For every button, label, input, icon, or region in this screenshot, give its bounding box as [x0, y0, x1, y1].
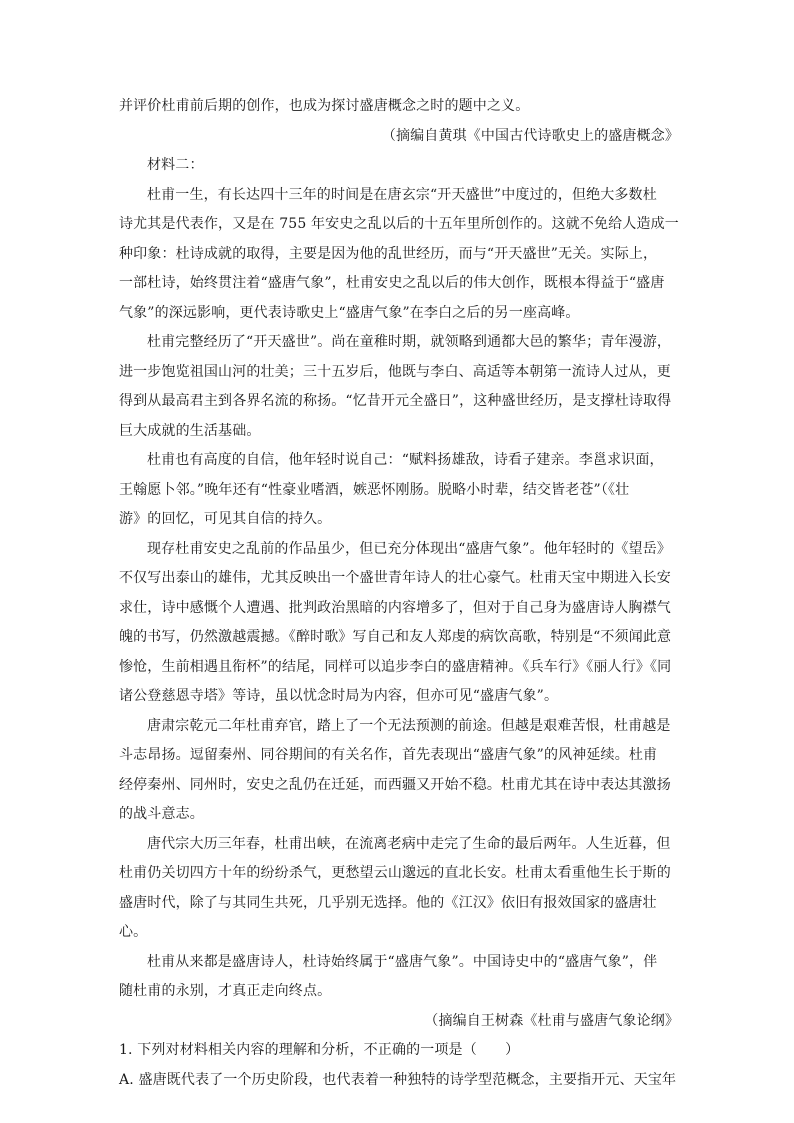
paragraph-line: 惨怆，生前相遇且衔杯”的结尾，同样可以追步李白的盛唐精神。《兵车行》《丽人行》《同 — [119, 658, 672, 675]
question-stem: 1. 下列对材料相关内容的理解和分析，不正确的一项是（ ） — [119, 1042, 520, 1058]
paragraph — [119, 446, 681, 535]
paragraph-line: 随杜甫的永别，才真正走向终点。 — [119, 983, 332, 999]
body-paragraphs — [119, 181, 681, 1007]
paragraph-line: 盛唐时代，除了与其同生共死，几乎别无选择。他的《江汉》依旧有报效国家的盛唐壮 — [119, 894, 657, 911]
paragraph-line: 王翰愿卜邻。”晚年还有“性豪业嗜酒，嫉恶怀刚肠。脱略小时辈，结交皆老苍”（《壮 — [119, 481, 630, 498]
paragraph-line: 不仅写出泰山的雄伟，尤其反映出一个盛世青年诗人的壮心豪气。杜甫天宝中期进入长安 — [119, 570, 671, 586]
paragraph-line: 唐代宗大历三年春，杜甫出峡，在流离老病中走完了生命的最后两年。人生近暮，但 — [147, 835, 671, 852]
paragraph-line: 魄的书写，仍然激越震撼。《醉时歌》写自己和友人郑虔的病饮高歌，特别是“不须闻此意 — [119, 629, 672, 645]
paragraph-line: 一部杜诗，始终贯注着“盛唐气象”，杜甫安史之乱以后的伟大创作，既根本得益于“盛唐 — [119, 275, 665, 291]
paragraph — [119, 535, 681, 712]
paragraph-line: 斗志昂扬。逗留秦州、同谷期间的有关名作，首先表现出“盛唐气象”的风神延续。杜甫 — [119, 747, 658, 763]
paragraph-line: 诸公登慈恩寺塔》等诗，虽以忧念时局为内容，但亦可见“盛唐气象”。 — [119, 688, 559, 704]
paragraph-line: 进一步饱览祖国山河的壮美；三十五岁后，他既与李白、高适等本朝第一流诗人过从，更 — [119, 363, 671, 380]
paragraph-line: 的战斗意志。 — [119, 806, 204, 822]
option-a: A. 盛唐既代表了一个历史阶段，也代表着一种独特的诗学型范概念，主要指开元、天宝年 — [119, 1071, 677, 1088]
intro-line: 并评价杜甫前后期的创作，也成为探讨盛唐概念之时的题中之义。 — [119, 98, 530, 114]
material-title: 材料二： — [147, 157, 204, 173]
paragraph — [119, 712, 681, 830]
paragraph-line: 唐肃宗乾元二年杜甫弃官，踏上了一个无法预测的前途。但越是艰难苦恨，杜甫越是 — [147, 717, 671, 734]
paragraph-line: 巨大成就的生活基础。 — [119, 422, 261, 439]
paragraph-line: 杜甫从来都是盛唐诗人，杜诗始终属于“盛唐气象”。中国诗史中的“盛唐气象”，伴 — [147, 953, 658, 970]
paragraph — [119, 181, 681, 329]
paragraph-line: 游》的回忆，可见其自信的持久。 — [119, 511, 332, 527]
paragraph-line: 心。 — [119, 924, 148, 940]
paragraph-line: 求仕，诗中感慨个人遭遇、批判政治黑暗的内容增多了，但对于自己身为盛唐诗人胸襟气 — [119, 599, 671, 616]
paragraph-line: 经停秦州、同州时，安史之乱仍在迁延，而西疆又开始不稳。杜甫尤其在诗中表达其激扬 — [119, 776, 671, 793]
paragraph-line: 杜甫完整经历了“开天盛世”。尚在童稚时期，就领略到通都大邑的繁华；青年漫游， — [147, 334, 672, 350]
paragraph-line: 杜甫一生，有长达四十三年的时间是在唐玄宗“开天盛世”中度过的，但绝大多数杜 — [147, 186, 657, 203]
paragraph-line: 得到从最高君主到各界名流的称扬。“忆昔开元全盛日”，这种盛世经历，是支撑杜诗取得 — [119, 393, 672, 409]
source-citation-1: （摘编自黄琪《中国古代诗歌史上的盛唐概念》 — [381, 127, 679, 144]
paragraph-line: 诗尤其是代表作，又是在 755 年安史之乱以后的十五年里所创作的。这就不免给人造成一 — [119, 216, 679, 232]
paragraph-line: 现存杜甫安史之乱前的作品虽少，但已充分体现出“盛唐气象”。他年轻时的《望岳》 — [147, 540, 672, 557]
paragraph-line: 气象”的深远影响，更代表诗歌史上“盛唐气象”在李白之后的另一座高峰。 — [119, 304, 580, 321]
paragraph-line: 杜甫也有高度的自信，他年轻时说自己：“赋料扬雄敌，诗看子建亲。李邕求识面， — [147, 452, 664, 468]
source-citation-2: （摘编自王树森《杜甫与盛唐气象论纲》 — [424, 1012, 679, 1029]
paragraph-line: 杜甫仍关切四方十年的纷纷杀气，更愁望云山邈远的直北长安。杜甫太看重他生长于斯的 — [119, 865, 671, 881]
paragraph — [119, 328, 681, 446]
paragraph — [119, 948, 681, 1007]
paragraph — [119, 830, 681, 948]
paragraph-line: 种印象：杜诗成就的取得，主要是因为他的乱世经历，而与“开天盛世”无关。实际上， — [119, 245, 658, 262]
